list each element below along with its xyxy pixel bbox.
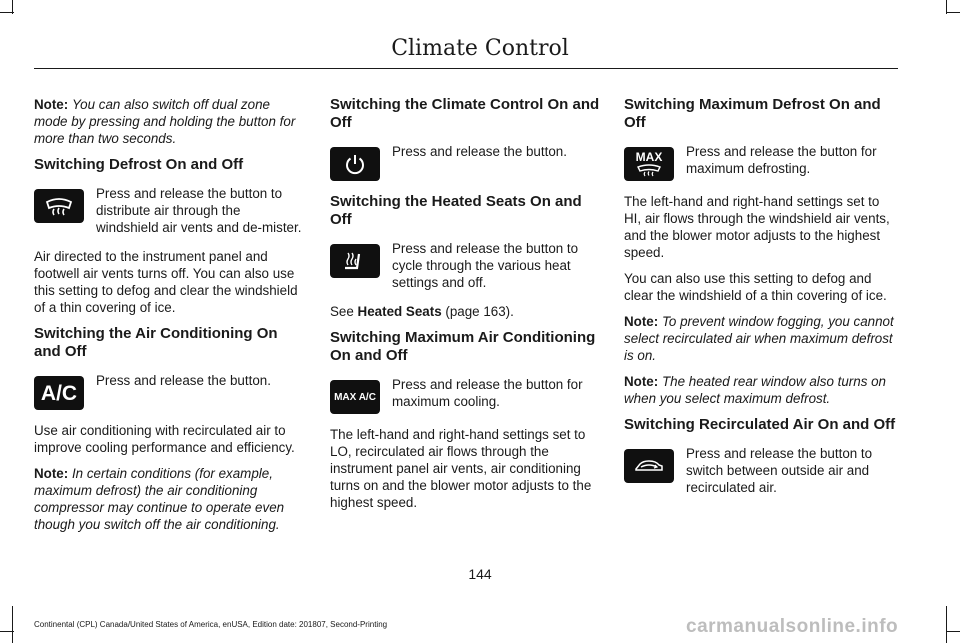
paragraph: The left-hand and right-hand settings set to HI, air flows through the windshield air vents, and the blower motor adjusts to the highest speed. [624,194,890,260]
heading-recirc: Switching Recirculated Air On and Off [624,416,896,433]
maxac-row [330,376,602,414]
crop-mark [0,631,14,632]
note-label: Note: [34,97,69,112]
column-2 [330,96,602,520]
note-text: To prevent window fogging, you cannot select recirculated air when maximum defrost is on. [624,314,894,363]
maxac-text: Press and release the button for maximum cooling. [392,377,583,409]
recirculation-icon [624,449,674,483]
crop-mark [946,12,960,13]
maxdef-row [624,143,896,181]
ac-row [34,372,306,410]
heading-max-defrost: Switching Maximum Defrost On and Off [624,96,881,131]
paragraph [330,303,602,320]
max-ac-icon-label: MAX A/C [334,391,376,403]
max-ac-icon [330,380,380,414]
climate-row [330,143,602,181]
column-3 [624,96,896,508]
heated-seat-icon [330,244,380,278]
seats-text: Press and release the button to cycle through the various heat settings and off. [392,241,579,290]
defrost-row [34,185,306,236]
paragraph: Air directed to the instrument panel and footwell air vents turns off. You can also use this setting to defog and clear the windshield of a thin covering of ice. [34,249,298,315]
heated-seats-link[interactable]: Heated Seats [357,304,442,319]
title-rule [34,68,898,69]
heading-seats: Switching the Heated Seats On and Off [330,193,582,228]
see-prefix: See [330,304,358,319]
paragraph: You can also use this setting to defog and clear the windshield of a thin covering of ice. [624,271,887,303]
paragraph: The left-hand and right-hand settings set to LO, recirculated air flows through the instrument panel air vents, air conditioning turns on and the blower motor adjusts to the highest speed. [330,427,592,510]
heading-max-ac: Switching Maximum Air Conditioning On and Off [330,329,596,364]
note [34,465,306,533]
note-text: The heated rear window also turns on when you select maximum defrost. [624,374,887,406]
note-text: You can also switch off dual zone mode by pressing and holding the button for more than two seconds. [34,97,296,146]
footer-text: Continental (CPL) Canada/United States of America, enUSA, Edition date: 201807, Second-Printing [34,620,388,629]
page-title: Climate Control [391,36,569,61]
note [34,96,306,147]
ac-icon-label: A/C [40,381,78,405]
see-suffix: (page 163). [441,304,514,319]
seats-row [330,240,602,291]
max-defrost-icon [624,147,674,181]
defrost-icon [34,189,84,223]
crop-mark [12,606,13,643]
recirc-text: Press and release the button to switch between outside air and recirculated air. [686,446,873,495]
watermark: carmanualsonline.info [686,616,899,637]
crop-mark [946,631,960,632]
ac-icon [34,376,84,410]
heading-climate: Switching the Climate Control On and Off [330,96,600,131]
ac-text: Press and release the button. [96,373,271,388]
maxdef-text: Press and release the button for maximum defrosting. [686,144,877,176]
note [624,373,896,407]
max-icon-label: MAX [635,150,663,164]
note [624,313,896,364]
note-label: Note: [34,466,69,481]
crop-mark [0,12,14,13]
heading-ac: Switching the Air Conditioning On and Off [34,325,278,360]
note-label: Note: [624,314,659,329]
column-1 [34,96,306,542]
note-text: In certain conditions (for example, maximum defrost) the air conditioning compressor may continue to operate even though you switch off the air conditioning. [34,466,285,532]
crop-mark [946,606,947,643]
climate-text: Press and release the button. [392,144,567,159]
recirc-row [624,445,896,496]
power-icon [330,147,380,181]
note-label: Note: [624,374,659,389]
page-number: 144 [468,566,492,582]
paragraph: Use air conditioning with recirculated air to improve cooling performance and efficiency. [34,423,295,455]
defrost-text: Press and release the button to distribute air through the windshield air vents and de-mister. [96,186,302,235]
heading-defrost: Switching Defrost On and Off [34,156,244,173]
